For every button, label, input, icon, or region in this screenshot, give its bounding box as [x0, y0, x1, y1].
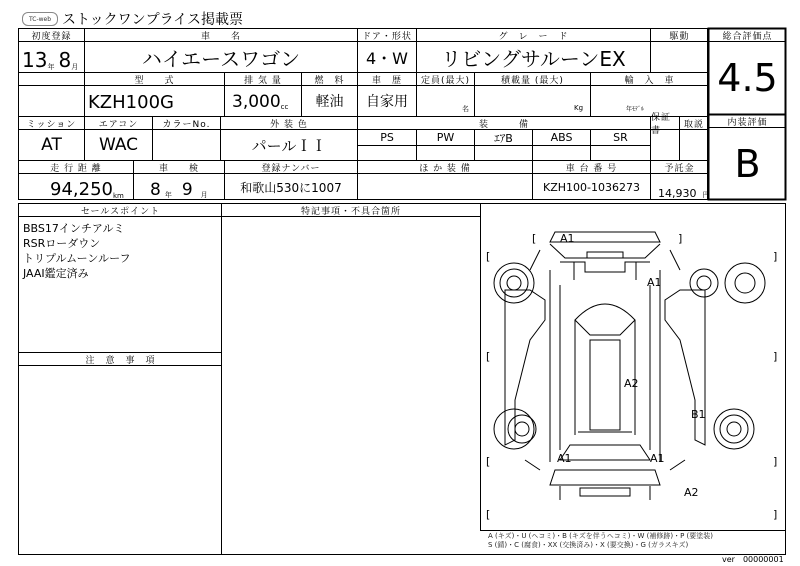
car-name-label: 車 名	[200, 31, 241, 42]
overall-score-value: 4.5	[717, 56, 778, 100]
model-label: 型 式	[134, 75, 175, 86]
plate-label: 登録ナンバー	[261, 163, 321, 174]
history-value: 自家用	[366, 94, 408, 110]
plate-value: 和歌山530に1007	[240, 180, 342, 195]
damage-mark: A2	[684, 486, 699, 499]
bracket: [	[486, 350, 491, 363]
exterior-color-label: 外 装 色	[270, 119, 308, 130]
history-label: 車 歴	[371, 75, 402, 86]
bracket: [	[486, 250, 491, 263]
page-title: ストックワンプライス掲載票	[62, 12, 244, 28]
insp-month: 9	[181, 180, 193, 200]
drive-label: 駆動	[669, 31, 690, 42]
bracket: ]	[773, 350, 778, 363]
warranty-label: 保証書	[651, 113, 672, 136]
list-item: BBS17インチアルミ	[23, 222, 125, 235]
damage-mark: A1	[557, 452, 572, 465]
damage-mark: A1	[650, 452, 665, 465]
notes-label: 特記事項・不具合箇所	[300, 206, 401, 217]
damage-legend	[488, 532, 713, 550]
color-no-label: カラーNo.	[162, 119, 211, 130]
damage-mark: A1	[560, 232, 575, 245]
insp-month-unit: 月	[200, 191, 208, 199]
other-equipment-label: ほ か 装 備	[419, 163, 471, 174]
bracket: ]	[773, 455, 778, 468]
bracket: [	[486, 455, 491, 468]
first-reg-label: 初度登録	[31, 31, 72, 42]
fuel-label: 燃 料	[314, 75, 345, 86]
equipment-airbag: ｴｱB	[494, 131, 513, 145]
displacement-unit: cc	[280, 103, 289, 111]
bracket: ]	[678, 232, 683, 245]
fuel-value: 軽油	[315, 94, 344, 110]
mission-value: AT	[41, 135, 62, 155]
price-number: 14,930	[658, 187, 697, 200]
insp-year-unit: 年	[164, 191, 172, 199]
aircon-label: エアコン	[98, 119, 139, 130]
manual-label: 取説	[683, 119, 704, 130]
bracket: ]	[773, 508, 778, 521]
version-label: ver 00000001	[722, 555, 784, 564]
bracket: ]	[773, 250, 778, 263]
reg-year-unit: 年	[47, 63, 55, 71]
sales-points-label: セールスポイント	[80, 206, 161, 217]
car-name-value: ハイエースワゴン	[141, 46, 301, 71]
chassis-label: 車 台 番 号	[565, 163, 618, 174]
mileage-unit: km	[112, 192, 124, 200]
door-label: ドア・形状	[362, 31, 412, 42]
exterior-color-value: パールＩＩ	[251, 136, 327, 155]
equipment-label: 装 備	[478, 119, 529, 130]
grade-label: グ レ ー ド	[498, 31, 569, 42]
insp-year: 8	[150, 180, 161, 200]
mission-label: ミッション	[26, 119, 77, 130]
equipment-ps: PS	[380, 131, 394, 144]
list-item: JAAI鑑定済み	[23, 267, 89, 280]
displacement-label: 排 気 量	[244, 75, 282, 86]
inspection-label: 車 検	[158, 163, 199, 174]
aircon-value: WAC	[98, 135, 139, 155]
list-item: RSRローダウン	[23, 237, 101, 250]
chassis-value: KZH100-1036273	[543, 180, 640, 194]
model-value: KZH100G	[88, 91, 174, 113]
logo: TC-web	[22, 12, 58, 26]
price-label: 予託金	[664, 163, 695, 174]
capacity-unit: 名	[462, 105, 469, 113]
damage-mark: A1	[647, 276, 662, 289]
displacement-number: 3,000	[232, 92, 281, 112]
interior-score-value: B	[734, 142, 761, 186]
import-unit: 年ﾓﾃﾞﾙ	[626, 106, 645, 113]
overall-score-label: 総合評価点	[722, 31, 773, 42]
reg-month-unit: 月	[71, 63, 79, 71]
bracket: [	[486, 508, 491, 521]
legend-line: A (キズ)・U (ヘコミ)・B (キズを伴うヘコミ)・W (補修跡)・P (要塗装)	[488, 532, 714, 540]
load-unit: Kg	[574, 104, 584, 112]
import-label: 輸 入 車	[624, 75, 675, 86]
door-value: 4・W	[365, 48, 408, 68]
interior-score-label: 内装評価	[727, 117, 768, 128]
price-unit: 円	[702, 191, 710, 199]
load-label: 積載量 (最大)	[501, 75, 564, 86]
mileage-label: 走 行 距 離	[50, 163, 102, 174]
equipment-abs: ABS	[550, 131, 573, 144]
legend-line: S (錆)・C (腐食)・XX (交換済み)・X (要交換)・G (ガラスキズ)	[488, 541, 689, 549]
damage-mark: B1	[691, 408, 706, 421]
grade-value: リビングサルーンEX	[441, 46, 626, 71]
caution-label: 注 意 事 項	[85, 355, 156, 366]
bracket: [	[532, 232, 537, 245]
reg-month: 8	[58, 48, 72, 72]
list-item: トリプルムーンルーフ	[23, 252, 131, 265]
damage-mark: A2	[624, 377, 639, 390]
capacity-label: 定員(最大)	[420, 75, 471, 86]
equipment-pw: PW	[436, 131, 455, 144]
reg-year: 13	[22, 48, 48, 72]
equipment-sr: SR	[613, 131, 628, 144]
mileage-number: 94,250	[50, 179, 113, 200]
